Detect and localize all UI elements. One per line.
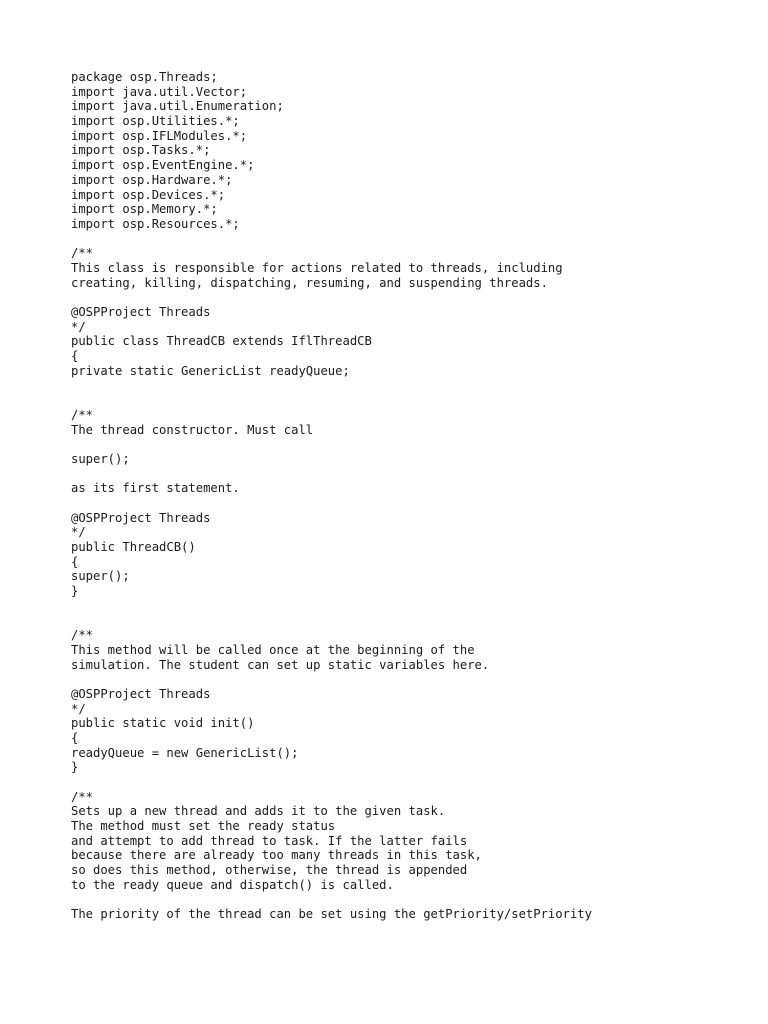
code-line: creating, killing, dispatching, resuming, and suspending threads. — [71, 275, 548, 290]
blank-line — [71, 613, 751, 628]
code-line: /** — [71, 628, 94, 643]
blank-line — [71, 599, 751, 614]
code-line: This class is responsible for actions related to threads, including — [71, 260, 563, 275]
code-line: private static GenericList readyQueue; — [71, 363, 350, 378]
code-line: public ThreadCB() — [71, 540, 196, 554]
code-line: import osp.Tasks.*; — [71, 143, 211, 158]
code-listing — [71, 70, 751, 922]
code-line: to the ready queue and dispatch() is called. — [71, 877, 394, 892]
code-line: simulation. The student can set up static variables here. — [71, 657, 490, 672]
code-line: import osp.Devices.*; — [71, 187, 226, 202]
code-line: so does this method, otherwise, the thread is appended — [71, 863, 468, 878]
code-line: package osp.Threads; — [71, 70, 218, 84]
code-line: readyQueue = new GenericList(); — [71, 745, 299, 760]
code-line: public static void init() — [71, 716, 255, 731]
blank-line — [71, 496, 751, 511]
code-line: The priority of the thread can be set using the getPriority/setPriority — [71, 907, 592, 922]
code-line: as its first statement. — [71, 481, 240, 496]
code-line: import osp.Hardware.*; — [71, 172, 233, 187]
code-line: The method must set the ready status — [71, 819, 336, 834]
code-line: */ — [71, 319, 86, 334]
code-line: /** — [71, 246, 94, 261]
blank-line — [71, 467, 751, 482]
code-line: import osp.EventEngine.*; — [71, 158, 255, 173]
code-line: { — [71, 730, 79, 745]
code-line: } — [71, 584, 79, 599]
code-line: The thread constructor. Must call — [71, 422, 314, 437]
code-line: import osp.Resources.*; — [71, 216, 240, 231]
code-line: @OSPProject Threads — [71, 510, 211, 525]
code-line: public class ThreadCB extends IflThreadCB — [71, 334, 372, 349]
code-line: This method will be called once at the beginning of the — [71, 642, 475, 657]
code-line: */ — [71, 525, 86, 540]
code-line: and attempt to add thread to task. If the latter fails — [71, 833, 468, 848]
code-line: } — [71, 760, 79, 775]
code-line: { — [71, 349, 79, 364]
code-line: because there are already too many threads in this task, — [71, 848, 482, 863]
code-line: import osp.IFLModules.*; — [71, 128, 248, 143]
blank-line — [71, 378, 751, 393]
blank-line — [71, 775, 751, 790]
blank-line — [71, 232, 751, 247]
code-line: super(); — [71, 569, 130, 584]
code-line: */ — [71, 701, 86, 716]
code-line: import java.util.Vector; — [71, 84, 248, 99]
code-line: @OSPProject Threads — [71, 686, 211, 701]
blank-line — [71, 672, 751, 687]
code-line: /** — [71, 407, 94, 422]
code-line: import java.util.Enumeration; — [71, 99, 284, 114]
code-line: super(); — [71, 451, 130, 466]
code-line: @OSPProject Threads — [71, 305, 211, 319]
code-line: /** — [71, 789, 94, 804]
blank-line — [71, 290, 751, 305]
blank-line — [71, 893, 751, 908]
blank-line — [71, 437, 751, 452]
code-line: Sets up a new thread and adds it to the given task. — [71, 804, 446, 819]
code-line: import osp.Memory.*; — [71, 202, 218, 217]
blank-line — [71, 393, 751, 408]
code-line: { — [71, 554, 79, 569]
code-line: import osp.Utilities.*; — [71, 114, 240, 129]
